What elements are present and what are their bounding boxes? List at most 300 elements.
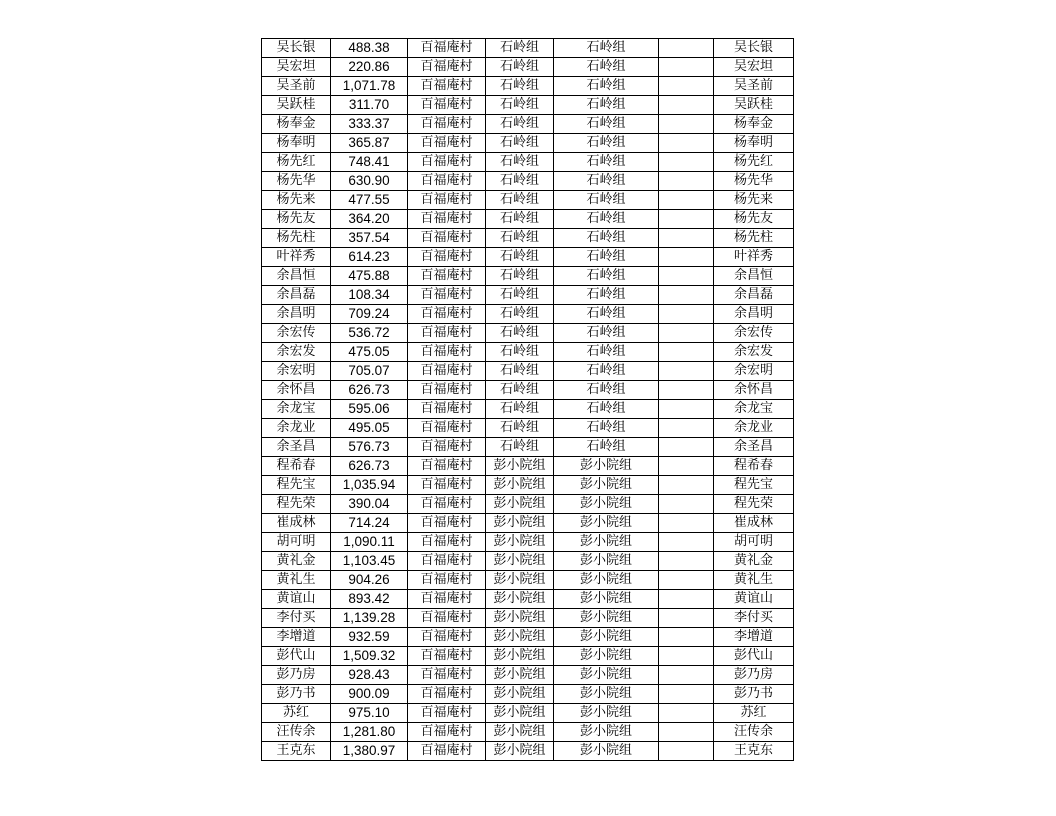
owner-name-cell: 苏红 xyxy=(262,704,331,723)
empty-cell xyxy=(659,96,714,115)
group-cell: 石岭组 xyxy=(486,305,554,324)
table-row xyxy=(262,305,794,324)
records-table xyxy=(261,38,794,761)
owner-name-cell: 崔成林 xyxy=(262,514,331,533)
village-cell: 百福庵村 xyxy=(408,647,486,666)
empty-cell xyxy=(659,704,714,723)
village-cell: 百福庵村 xyxy=(408,723,486,742)
village-cell: 百福庵村 xyxy=(408,533,486,552)
area-cell: 576.73 xyxy=(331,438,408,457)
village-cell: 百福庵村 xyxy=(408,419,486,438)
table-row xyxy=(262,400,794,419)
group-cell: 石岭组 xyxy=(486,134,554,153)
owner-name-repeat-cell: 黄礼生 xyxy=(714,571,794,590)
owner-name-repeat-cell: 杨奉金 xyxy=(714,115,794,134)
village-cell: 百福庵村 xyxy=(408,267,486,286)
group-repeat-cell: 石岭组 xyxy=(554,153,659,172)
group-repeat-cell: 彭小院组 xyxy=(554,476,659,495)
table-row xyxy=(262,552,794,571)
table-row xyxy=(262,704,794,723)
empty-cell xyxy=(659,229,714,248)
area-cell: 333.37 xyxy=(331,115,408,134)
owner-name-cell: 杨先柱 xyxy=(262,229,331,248)
table-row xyxy=(262,476,794,495)
group-cell: 彭小院组 xyxy=(486,533,554,552)
village-cell: 百福庵村 xyxy=(408,115,486,134)
group-repeat-cell: 石岭组 xyxy=(554,400,659,419)
table-row xyxy=(262,571,794,590)
owner-name-cell: 余宏明 xyxy=(262,362,331,381)
owner-name-repeat-cell: 程先宝 xyxy=(714,476,794,495)
empty-cell xyxy=(659,723,714,742)
group-repeat-cell: 石岭组 xyxy=(554,419,659,438)
group-cell: 石岭组 xyxy=(486,210,554,229)
owner-name-cell: 李增道 xyxy=(262,628,331,647)
village-cell: 百福庵村 xyxy=(408,58,486,77)
table-row xyxy=(262,229,794,248)
empty-cell xyxy=(659,210,714,229)
owner-name-cell: 余怀昌 xyxy=(262,381,331,400)
table-row xyxy=(262,115,794,134)
village-cell: 百福庵村 xyxy=(408,362,486,381)
owner-name-cell: 杨先红 xyxy=(262,153,331,172)
table-row xyxy=(262,172,794,191)
empty-cell xyxy=(659,362,714,381)
area-cell: 357.54 xyxy=(331,229,408,248)
table-row xyxy=(262,248,794,267)
table-row xyxy=(262,191,794,210)
area-cell: 614.23 xyxy=(331,248,408,267)
area-cell: 975.10 xyxy=(331,704,408,723)
area-cell: 365.87 xyxy=(331,134,408,153)
group-repeat-cell: 石岭组 xyxy=(554,229,659,248)
group-cell: 石岭组 xyxy=(486,248,554,267)
village-cell: 百福庵村 xyxy=(408,381,486,400)
area-cell: 626.73 xyxy=(331,381,408,400)
group-repeat-cell: 石岭组 xyxy=(554,39,659,58)
empty-cell xyxy=(659,609,714,628)
owner-name-repeat-cell: 吴跃桂 xyxy=(714,96,794,115)
table-row xyxy=(262,267,794,286)
empty-cell xyxy=(659,343,714,362)
owner-name-cell: 余昌恒 xyxy=(262,267,331,286)
village-cell: 百福庵村 xyxy=(408,343,486,362)
table-row xyxy=(262,666,794,685)
table-row xyxy=(262,58,794,77)
empty-cell xyxy=(659,248,714,267)
owner-name-cell: 余圣昌 xyxy=(262,438,331,457)
table-row xyxy=(262,134,794,153)
area-cell: 1,509.32 xyxy=(331,647,408,666)
area-cell: 900.09 xyxy=(331,685,408,704)
group-repeat-cell: 石岭组 xyxy=(554,172,659,191)
village-cell: 百福庵村 xyxy=(408,400,486,419)
group-cell: 石岭组 xyxy=(486,39,554,58)
owner-name-cell: 余昌磊 xyxy=(262,286,331,305)
group-cell: 石岭组 xyxy=(486,115,554,134)
group-repeat-cell: 石岭组 xyxy=(554,324,659,343)
table-row xyxy=(262,723,794,742)
owner-name-repeat-cell: 杨先红 xyxy=(714,153,794,172)
group-cell: 石岭组 xyxy=(486,96,554,115)
table-row xyxy=(262,210,794,229)
village-cell: 百福庵村 xyxy=(408,248,486,267)
empty-cell xyxy=(659,533,714,552)
owner-name-cell: 杨奉金 xyxy=(262,115,331,134)
group-cell: 石岭组 xyxy=(486,229,554,248)
table-row xyxy=(262,96,794,115)
owner-name-repeat-cell: 余龙业 xyxy=(714,419,794,438)
group-cell: 石岭组 xyxy=(486,172,554,191)
owner-name-cell: 程先荣 xyxy=(262,495,331,514)
owner-name-repeat-cell: 杨奉明 xyxy=(714,134,794,153)
empty-cell xyxy=(659,742,714,761)
group-cell: 彭小院组 xyxy=(486,609,554,628)
area-cell: 1,071.78 xyxy=(331,77,408,96)
group-cell: 彭小院组 xyxy=(486,647,554,666)
owner-name-repeat-cell: 崔成林 xyxy=(714,514,794,533)
village-cell: 百福庵村 xyxy=(408,172,486,191)
table-row xyxy=(262,419,794,438)
owner-name-repeat-cell: 王克东 xyxy=(714,742,794,761)
group-repeat-cell: 彭小院组 xyxy=(554,457,659,476)
area-cell: 364.20 xyxy=(331,210,408,229)
village-cell: 百福庵村 xyxy=(408,191,486,210)
village-cell: 百福庵村 xyxy=(408,590,486,609)
table-row xyxy=(262,628,794,647)
empty-cell xyxy=(659,400,714,419)
village-cell: 百福庵村 xyxy=(408,666,486,685)
owner-name-cell: 李付买 xyxy=(262,609,331,628)
village-cell: 百福庵村 xyxy=(408,571,486,590)
village-cell: 百福庵村 xyxy=(408,704,486,723)
group-cell: 石岭组 xyxy=(486,77,554,96)
owner-name-repeat-cell: 杨先华 xyxy=(714,172,794,191)
table-row xyxy=(262,495,794,514)
area-cell: 220.86 xyxy=(331,58,408,77)
village-cell: 百福庵村 xyxy=(408,495,486,514)
empty-cell xyxy=(659,305,714,324)
group-repeat-cell: 石岭组 xyxy=(554,305,659,324)
empty-cell xyxy=(659,457,714,476)
owner-name-cell: 胡可明 xyxy=(262,533,331,552)
owner-name-repeat-cell: 余宏传 xyxy=(714,324,794,343)
owner-name-repeat-cell: 余昌磊 xyxy=(714,286,794,305)
owner-name-repeat-cell: 苏红 xyxy=(714,704,794,723)
group-repeat-cell: 石岭组 xyxy=(554,286,659,305)
owner-name-cell: 吴跃桂 xyxy=(262,96,331,115)
village-cell: 百福庵村 xyxy=(408,609,486,628)
owner-name-cell: 汪传余 xyxy=(262,723,331,742)
area-cell: 904.26 xyxy=(331,571,408,590)
group-repeat-cell: 彭小院组 xyxy=(554,742,659,761)
table-row xyxy=(262,381,794,400)
group-repeat-cell: 石岭组 xyxy=(554,77,659,96)
empty-cell xyxy=(659,286,714,305)
empty-cell xyxy=(659,438,714,457)
owner-name-cell: 余龙宝 xyxy=(262,400,331,419)
owner-name-cell: 黄谊山 xyxy=(262,590,331,609)
group-cell: 彭小院组 xyxy=(486,457,554,476)
group-repeat-cell: 彭小院组 xyxy=(554,666,659,685)
table-row xyxy=(262,77,794,96)
owner-name-repeat-cell: 杨先友 xyxy=(714,210,794,229)
empty-cell xyxy=(659,58,714,77)
area-cell: 1,139.28 xyxy=(331,609,408,628)
group-cell: 彭小院组 xyxy=(486,571,554,590)
village-cell: 百福庵村 xyxy=(408,286,486,305)
empty-cell xyxy=(659,571,714,590)
owner-name-cell: 杨先来 xyxy=(262,191,331,210)
group-repeat-cell: 石岭组 xyxy=(554,58,659,77)
owner-name-cell: 余昌明 xyxy=(262,305,331,324)
group-repeat-cell: 彭小院组 xyxy=(554,571,659,590)
owner-name-cell: 彭乃房 xyxy=(262,666,331,685)
owner-name-repeat-cell: 程希春 xyxy=(714,457,794,476)
group-cell: 彭小院组 xyxy=(486,514,554,533)
owner-name-repeat-cell: 余宏明 xyxy=(714,362,794,381)
area-cell: 1,090.11 xyxy=(331,533,408,552)
table-row xyxy=(262,343,794,362)
owner-name-cell: 叶祥秀 xyxy=(262,248,331,267)
group-cell: 石岭组 xyxy=(486,400,554,419)
owner-name-cell: 吴长银 xyxy=(262,39,331,58)
group-repeat-cell: 彭小院组 xyxy=(554,552,659,571)
owner-name-repeat-cell: 吴圣前 xyxy=(714,77,794,96)
area-cell: 536.72 xyxy=(331,324,408,343)
empty-cell xyxy=(659,115,714,134)
table-row xyxy=(262,742,794,761)
area-cell: 928.43 xyxy=(331,666,408,685)
owner-name-repeat-cell: 余昌明 xyxy=(714,305,794,324)
area-cell: 893.42 xyxy=(331,590,408,609)
owner-name-repeat-cell: 余龙宝 xyxy=(714,400,794,419)
records-table-body xyxy=(262,39,794,761)
owner-name-repeat-cell: 李付买 xyxy=(714,609,794,628)
group-repeat-cell: 石岭组 xyxy=(554,96,659,115)
owner-name-repeat-cell: 杨先来 xyxy=(714,191,794,210)
empty-cell xyxy=(659,552,714,571)
empty-cell xyxy=(659,324,714,343)
area-cell: 1,035.94 xyxy=(331,476,408,495)
table-row xyxy=(262,153,794,172)
group-repeat-cell: 彭小院组 xyxy=(554,495,659,514)
group-repeat-cell: 石岭组 xyxy=(554,191,659,210)
area-cell: 311.70 xyxy=(331,96,408,115)
group-cell: 彭小院组 xyxy=(486,723,554,742)
data-sheet xyxy=(261,38,794,761)
empty-cell xyxy=(659,267,714,286)
owner-name-repeat-cell: 黄礼金 xyxy=(714,552,794,571)
village-cell: 百福庵村 xyxy=(408,685,486,704)
group-cell: 石岭组 xyxy=(486,419,554,438)
village-cell: 百福庵村 xyxy=(408,210,486,229)
owner-name-cell: 吴宏坦 xyxy=(262,58,331,77)
village-cell: 百福庵村 xyxy=(408,438,486,457)
owner-name-cell: 杨先友 xyxy=(262,210,331,229)
area-cell: 595.06 xyxy=(331,400,408,419)
owner-name-repeat-cell: 余昌恒 xyxy=(714,267,794,286)
owner-name-repeat-cell: 程先荣 xyxy=(714,495,794,514)
group-repeat-cell: 彭小院组 xyxy=(554,590,659,609)
owner-name-repeat-cell: 彭乃房 xyxy=(714,666,794,685)
table-row xyxy=(262,514,794,533)
owner-name-repeat-cell: 余宏发 xyxy=(714,343,794,362)
group-repeat-cell: 彭小院组 xyxy=(554,514,659,533)
owner-name-cell: 王克东 xyxy=(262,742,331,761)
owner-name-cell: 彭代山 xyxy=(262,647,331,666)
group-cell: 石岭组 xyxy=(486,153,554,172)
table-row xyxy=(262,609,794,628)
group-cell: 彭小院组 xyxy=(486,590,554,609)
area-cell: 709.24 xyxy=(331,305,408,324)
village-cell: 百福庵村 xyxy=(408,628,486,647)
group-cell: 石岭组 xyxy=(486,58,554,77)
area-cell: 1,103.45 xyxy=(331,552,408,571)
empty-cell xyxy=(659,476,714,495)
group-repeat-cell: 石岭组 xyxy=(554,343,659,362)
table-row xyxy=(262,457,794,476)
village-cell: 百福庵村 xyxy=(408,153,486,172)
area-cell: 390.04 xyxy=(331,495,408,514)
owner-name-repeat-cell: 余怀昌 xyxy=(714,381,794,400)
area-cell: 108.34 xyxy=(331,286,408,305)
empty-cell xyxy=(659,153,714,172)
empty-cell xyxy=(659,590,714,609)
group-cell: 石岭组 xyxy=(486,381,554,400)
group-repeat-cell: 石岭组 xyxy=(554,267,659,286)
owner-name-cell: 黄礼生 xyxy=(262,571,331,590)
area-cell: 495.05 xyxy=(331,419,408,438)
owner-name-cell: 杨先华 xyxy=(262,172,331,191)
group-cell: 彭小院组 xyxy=(486,666,554,685)
owner-name-repeat-cell: 李增道 xyxy=(714,628,794,647)
table-row xyxy=(262,324,794,343)
empty-cell xyxy=(659,495,714,514)
area-cell: 705.07 xyxy=(331,362,408,381)
owner-name-repeat-cell: 叶祥秀 xyxy=(714,248,794,267)
village-cell: 百福庵村 xyxy=(408,134,486,153)
owner-name-repeat-cell: 汪传余 xyxy=(714,723,794,742)
empty-cell xyxy=(659,134,714,153)
village-cell: 百福庵村 xyxy=(408,324,486,343)
empty-cell xyxy=(659,172,714,191)
village-cell: 百福庵村 xyxy=(408,77,486,96)
empty-cell xyxy=(659,685,714,704)
table-row xyxy=(262,533,794,552)
group-cell: 石岭组 xyxy=(486,286,554,305)
group-repeat-cell: 彭小院组 xyxy=(554,647,659,666)
area-cell: 475.88 xyxy=(331,267,408,286)
owner-name-repeat-cell: 彭代山 xyxy=(714,647,794,666)
group-cell: 彭小院组 xyxy=(486,628,554,647)
group-cell: 彭小院组 xyxy=(486,685,554,704)
group-cell: 彭小院组 xyxy=(486,495,554,514)
owner-name-cell: 程先宝 xyxy=(262,476,331,495)
empty-cell xyxy=(659,39,714,58)
group-repeat-cell: 彭小院组 xyxy=(554,628,659,647)
empty-cell xyxy=(659,191,714,210)
group-cell: 石岭组 xyxy=(486,343,554,362)
owner-name-cell: 余宏发 xyxy=(262,343,331,362)
owner-name-cell: 黄礼金 xyxy=(262,552,331,571)
empty-cell xyxy=(659,647,714,666)
group-repeat-cell: 彭小院组 xyxy=(554,704,659,723)
village-cell: 百福庵村 xyxy=(408,742,486,761)
owner-name-cell: 余宏传 xyxy=(262,324,331,343)
owner-name-repeat-cell: 吴长银 xyxy=(714,39,794,58)
area-cell: 477.55 xyxy=(331,191,408,210)
group-repeat-cell: 石岭组 xyxy=(554,381,659,400)
owner-name-repeat-cell: 吴宏坦 xyxy=(714,58,794,77)
owner-name-repeat-cell: 余圣昌 xyxy=(714,438,794,457)
table-row xyxy=(262,590,794,609)
owner-name-cell: 彭乃书 xyxy=(262,685,331,704)
owner-name-cell: 余龙业 xyxy=(262,419,331,438)
empty-cell xyxy=(659,514,714,533)
group-cell: 彭小院组 xyxy=(486,476,554,495)
village-cell: 百福庵村 xyxy=(408,229,486,248)
village-cell: 百福庵村 xyxy=(408,39,486,58)
group-repeat-cell: 彭小院组 xyxy=(554,609,659,628)
village-cell: 百福庵村 xyxy=(408,305,486,324)
owner-name-cell: 吴圣前 xyxy=(262,77,331,96)
area-cell: 475.05 xyxy=(331,343,408,362)
table-row xyxy=(262,647,794,666)
group-cell: 石岭组 xyxy=(486,438,554,457)
empty-cell xyxy=(659,628,714,647)
table-row xyxy=(262,39,794,58)
area-cell: 488.38 xyxy=(331,39,408,58)
group-repeat-cell: 彭小院组 xyxy=(554,685,659,704)
village-cell: 百福庵村 xyxy=(408,96,486,115)
owner-name-cell: 杨奉明 xyxy=(262,134,331,153)
group-cell: 彭小院组 xyxy=(486,704,554,723)
table-row xyxy=(262,286,794,305)
empty-cell xyxy=(659,381,714,400)
group-cell: 石岭组 xyxy=(486,324,554,343)
group-repeat-cell: 彭小院组 xyxy=(554,723,659,742)
area-cell: 1,380.97 xyxy=(331,742,408,761)
area-cell: 630.90 xyxy=(331,172,408,191)
group-cell: 石岭组 xyxy=(486,191,554,210)
table-row xyxy=(262,438,794,457)
owner-name-repeat-cell: 黄谊山 xyxy=(714,590,794,609)
group-repeat-cell: 石岭组 xyxy=(554,248,659,267)
owner-name-repeat-cell: 胡可明 xyxy=(714,533,794,552)
group-repeat-cell: 石岭组 xyxy=(554,438,659,457)
area-cell: 748.41 xyxy=(331,153,408,172)
owner-name-repeat-cell: 彭乃书 xyxy=(714,685,794,704)
village-cell: 百福庵村 xyxy=(408,552,486,571)
empty-cell xyxy=(659,419,714,438)
empty-cell xyxy=(659,77,714,96)
area-cell: 1,281.80 xyxy=(331,723,408,742)
owner-name-cell: 程希春 xyxy=(262,457,331,476)
empty-cell xyxy=(659,666,714,685)
area-cell: 714.24 xyxy=(331,514,408,533)
group-cell: 彭小院组 xyxy=(486,552,554,571)
group-repeat-cell: 石岭组 xyxy=(554,115,659,134)
group-cell: 彭小院组 xyxy=(486,742,554,761)
group-repeat-cell: 石岭组 xyxy=(554,210,659,229)
table-row xyxy=(262,685,794,704)
village-cell: 百福庵村 xyxy=(408,457,486,476)
village-cell: 百福庵村 xyxy=(408,514,486,533)
group-cell: 石岭组 xyxy=(486,362,554,381)
group-repeat-cell: 石岭组 xyxy=(554,362,659,381)
village-cell: 百福庵村 xyxy=(408,476,486,495)
